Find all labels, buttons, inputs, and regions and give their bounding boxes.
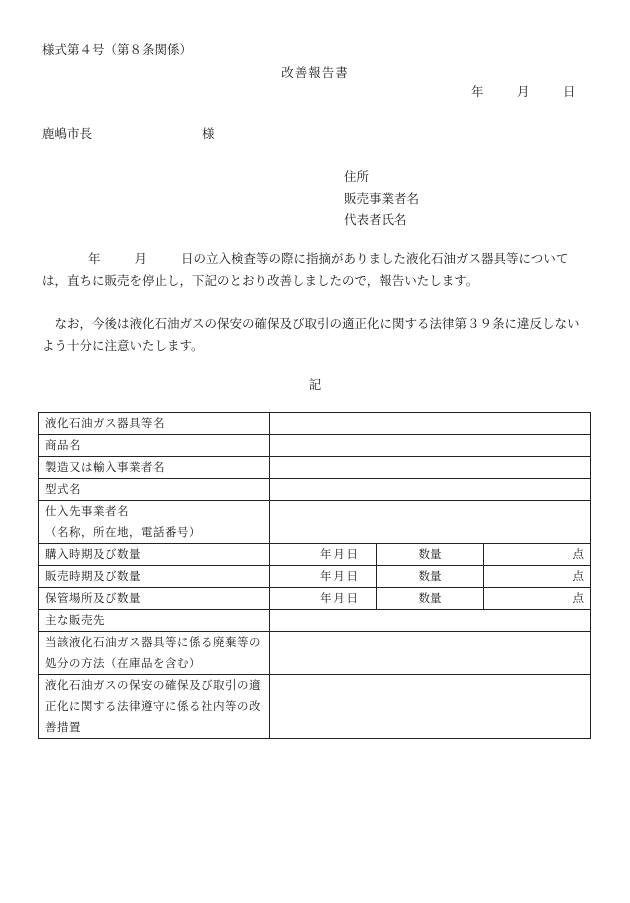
supplier-field[interactable] — [270, 501, 591, 544]
date-year-label: 年 — [471, 84, 484, 99]
table-row — [39, 632, 591, 675]
sales-date-field[interactable] — [270, 566, 377, 588]
quantity-label: 数量 — [377, 588, 484, 610]
form-number: 様式第４号（第８条関係） — [42, 42, 193, 57]
addressee-name: 鹿嶋市長 — [42, 126, 93, 141]
sales-quantity-field[interactable] — [484, 566, 591, 588]
model-field[interactable] — [270, 479, 591, 501]
row-label: 液化石油ガスの保安の確保及び取引の適正化に関する法律遵守に係る社内等の改善措置 — [39, 675, 270, 739]
report-table — [38, 412, 591, 739]
row-label: 商品名 — [39, 435, 270, 457]
unit-label: 点 — [572, 547, 584, 561]
sender-block — [344, 166, 419, 231]
table-row — [39, 479, 591, 501]
quantity-label: 数量 — [377, 566, 484, 588]
maker-field[interactable] — [270, 457, 591, 479]
date-month-label: 月 — [517, 84, 530, 99]
row-label: 製造又は輸入事業者名 — [39, 457, 270, 479]
unit-label: 点 — [572, 591, 584, 605]
row-label: 型式名 — [39, 479, 270, 501]
disposal-method-field[interactable] — [270, 632, 591, 675]
document-title: 改善報告書 — [281, 65, 349, 80]
row-label: 主な販売先 — [39, 610, 270, 632]
table-row — [39, 566, 591, 588]
row-label: 販売時期及び数量 — [39, 566, 270, 588]
purchase-date-field[interactable] — [270, 544, 377, 566]
addressee-honorific: 様 — [202, 126, 215, 141]
improvement-measures-field[interactable] — [270, 675, 591, 739]
row-label: 保管場所及び数量 — [39, 588, 270, 610]
storage-quantity-field[interactable] — [484, 588, 591, 610]
sender-business-label: 販売事業者名 — [344, 190, 420, 206]
day-label: 日 — [346, 591, 358, 605]
table-row — [39, 501, 591, 544]
inspection-month-label: 月 — [134, 251, 148, 266]
product-name-field[interactable] — [270, 435, 591, 457]
year-label: 年 — [320, 569, 332, 583]
month-label: 月 — [333, 569, 345, 583]
storage-date-field[interactable] — [270, 588, 377, 610]
table-row — [39, 413, 591, 435]
date-day-label: 日 — [563, 84, 576, 99]
year-label: 年 — [320, 591, 332, 605]
table-row — [39, 457, 591, 479]
equipment-name-field[interactable] — [270, 413, 591, 435]
customers-field[interactable] — [270, 610, 591, 632]
month-label: 月 — [333, 547, 345, 561]
table-row — [39, 435, 591, 457]
table-row — [39, 544, 591, 566]
purchase-quantity-field[interactable] — [484, 544, 591, 566]
year-label: 年 — [320, 547, 332, 561]
table-row — [39, 675, 591, 739]
body-paragraph-2 — [42, 313, 587, 356]
quantity-label: 数量 — [377, 544, 484, 566]
row-label: 仕入先事業者名 （名称，所在地，電話番号） — [39, 501, 270, 544]
day-label: 日 — [346, 547, 358, 561]
table-row — [39, 610, 591, 632]
ki-heading: 記 — [308, 377, 322, 392]
report-date — [471, 82, 576, 100]
inspection-year-label: 年 — [88, 251, 101, 266]
body-paragraph-1 — [42, 248, 587, 291]
unit-label: 点 — [572, 569, 584, 583]
sender-address-label: 住所 — [344, 169, 370, 184]
day-label: 日 — [346, 569, 358, 583]
sender-representative-label: 代表者氏名 — [344, 212, 407, 227]
addressee — [42, 124, 215, 142]
paragraph-1-text: 日の立入検査等の際に指摘がありました液化石油ガス器具等については，直ちに販売を停止し，下記のとおり改善しましたので，報告いたします。 — [42, 251, 569, 288]
paragraph-2-text: なお，今後は液化石油ガスの保安の確保及び取引の適正化に関する法律第３９条に違反しないよう十分に注意いたします。 — [42, 316, 580, 353]
table-row — [39, 588, 591, 610]
row-label: 液化石油ガス器具等名 — [39, 413, 270, 435]
row-label: 購入時期及び数量 — [39, 544, 270, 566]
row-label: 当該液化石油ガス器具等に係る廃棄等の処分の方法（在庫品を含む） — [39, 632, 270, 675]
month-label: 月 — [333, 591, 345, 605]
